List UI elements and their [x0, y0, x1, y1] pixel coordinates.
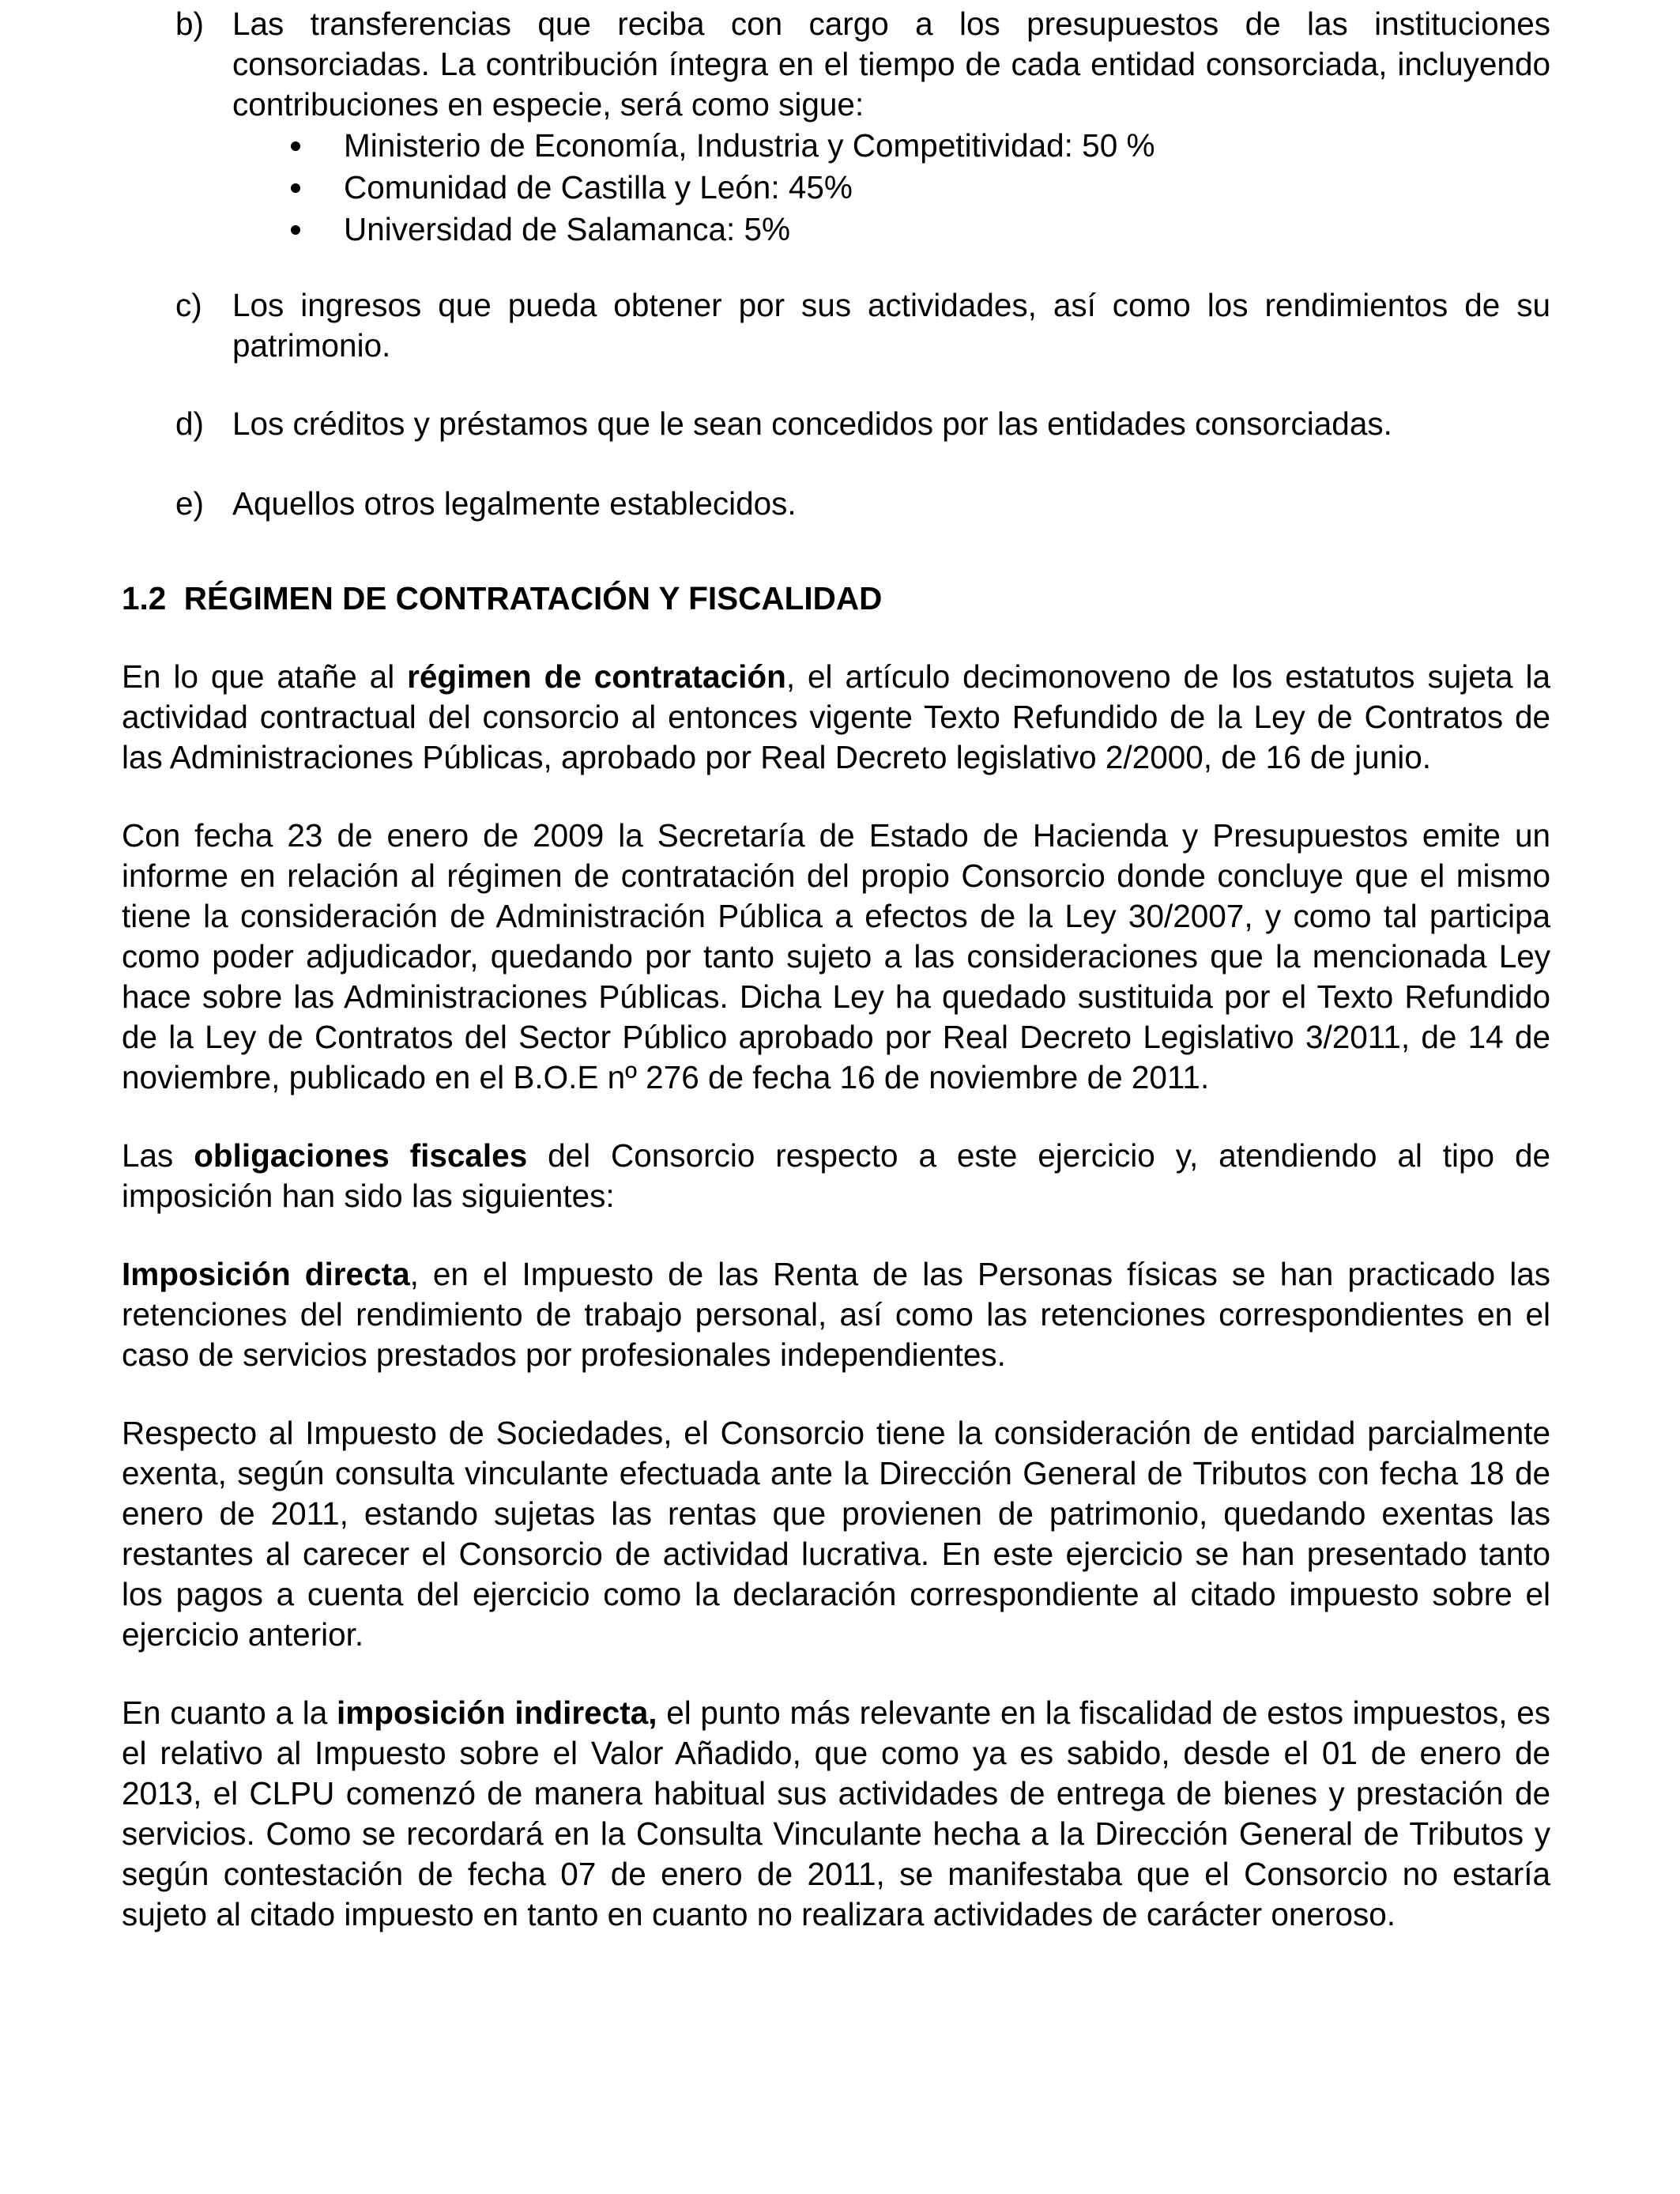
paragraph-impuesto-sociedades: Respecto al Impuesto de Sociedades, el Consorcio tiene la consideración de entidad parcialmente exenta, según consulta vinculante efectuada ante la Dirección General de Tributos con fecha 18 de enero de 2011, estando sujetas las rentas que provienen de patrimonio, quedando exentas las restantes al carecer el Consorcio de actividad lucrativa. En este ejercicio se han presentado tanto los pagos a cuenta del ejercicio como la declaración correspondiente al citado impuesto sobre el ejercicio anterior.	[122, 1415, 1550, 1653]
paragraph-obligaciones-fiscales	[122, 1136, 1550, 1216]
paragraph-text: En lo que atañe al	[122, 658, 408, 695]
bullet-icon	[291, 225, 300, 235]
bullet-text: Comunidad de Castilla y León: 45%	[344, 169, 853, 205]
paragraph-text: Las	[122, 1137, 194, 1174]
list-item-d	[122, 404, 1550, 444]
list-letter-c: c)	[175, 287, 202, 323]
list-letter-e: e)	[175, 485, 205, 522]
bullet-item	[122, 209, 1550, 251]
list-item-b	[122, 4, 1550, 125]
list-item-c-text: Los ingresos que pueda obtener por sus actividades, así como los rendimientos de su patrimonio.	[232, 287, 1550, 364]
list-letter-b: b)	[175, 6, 205, 42]
bullet-icon	[291, 183, 300, 193]
paragraph-contratacion	[122, 657, 1550, 778]
bullet-text: Ministerio de Economía, Industria y Competitividad: 50 %	[344, 127, 1155, 164]
paragraph-imposicion-directa	[122, 1254, 1550, 1375]
paragraph-text: el punto más relevante en la fiscalidad de estos impuestos, es el relativo al Impuesto sobre el Valor Añadido, que como ya es sabido, desde el 01 de enero de 2013, el CLPU comenzó de manera habitual sus actividades de entrega de bienes y prestación de servicios. Como se recordará en la Consulta Vinculante hecha a la Dirección General de Tributos y según contestación de fecha 07 de enero de 2011, se manifestaba que el Consorcio no estaría sujeto al citado impuesto en tanto en cuanto no realizara actividades de carácter oneroso.	[122, 1695, 1550, 1932]
bullet-text: Universidad de Salamanca: 5%	[344, 211, 791, 247]
paragraph-text: En cuanto a la	[122, 1695, 337, 1731]
bullet-item	[122, 167, 1550, 209]
contribution-bullet-list	[122, 125, 1550, 251]
list-item-e-text: Aquellos otros legalmente establecidos.	[232, 485, 797, 522]
bullet-item	[122, 125, 1550, 167]
paragraph-text: , en el Impuesto de las Renta de las Personas físicas se han practicado las retenciones del rendimiento de trabajo personal, así como las retenciones correspondientes en el caso de servicios prestados por profesionales independientes.	[122, 1256, 1550, 1373]
paragraph-text: , el artículo decimonoveno de los estatutos sujeta la actividad contractual del consorcio al entonces vigente Texto Refundido de la Ley de Contratos de las Administraciones Públicas, aprobado por Real Decreto legislativo 2/2000, de 16 de junio.	[122, 658, 1550, 775]
section-heading: 1.2 RÉGIMEN DE CONTRATACIÓN Y FISCALIDAD	[122, 580, 883, 616]
paragraph-bold-text: Imposición directa	[122, 1256, 410, 1292]
list-letter-d: d)	[175, 405, 205, 442]
document-page	[122, 0, 1550, 1935]
paragraph-imposicion-indirecta	[122, 1693, 1550, 1935]
list-item-c	[122, 285, 1550, 366]
paragraph-bold-text: obligaciones fiscales	[194, 1137, 528, 1174]
list-item-e	[122, 484, 1550, 524]
paragraph-bold-text: imposición indirecta,	[336, 1695, 657, 1731]
paragraph-informe-hacienda: Con fecha 23 de enero de 2009 la Secretaría de Estado de Hacienda y Presupuestos emite un informe en relación al régimen de contratación del propio Consorcio donde concluye que el mismo tiene la consideración de Administración Pública a efectos de la Ley 30/2007, y como tal participa como poder adjudicador, quedando por tanto sujeto a las consideraciones que la mencionada Ley hace sobre las Administraciones Públicas. Dicha Ley ha quedado sustituida por el Texto Refundido de la Ley de Contratos del Sector Público aprobado por Real Decreto Legislativo 3/2011, de 14 de noviembre, publicado en el B.O.E nº 276 de fecha 16 de noviembre de 2011.	[122, 817, 1550, 1095]
bullet-icon	[291, 141, 300, 151]
list-item-d-text: Los créditos y préstamos que le sean concedidos por las entidades consorciadas.	[232, 405, 1392, 442]
list-item-b-text: Las transferencias que reciba con cargo a los presupuestos de las instituciones consorciadas. La contribución íntegra en el tiempo de cada entidad consorciada, incluyendo contribuciones en especie, será como sigue:	[232, 6, 1550, 123]
paragraph-bold-text: régimen de contratación	[407, 658, 786, 695]
paragraph-text: del Consorcio respecto a este ejercicio y, atendiendo al tipo de imposición han sido las siguientes:	[122, 1137, 1551, 1214]
